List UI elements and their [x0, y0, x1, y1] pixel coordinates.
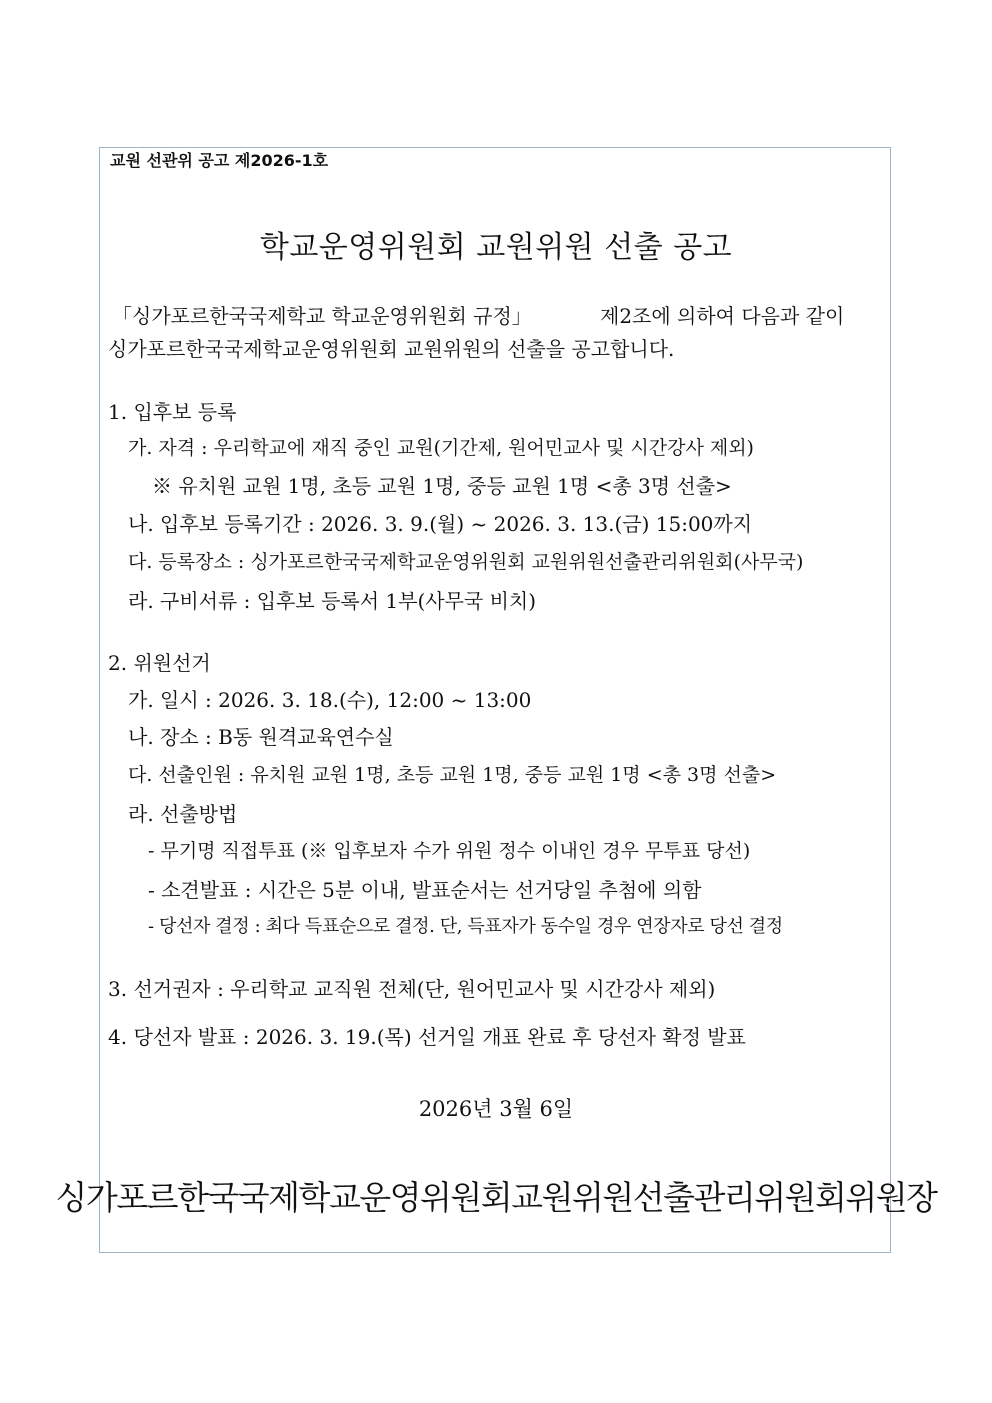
section-2-method-decision: - 당선자 결정 : 최다 득표순으로 결정. 단, 득표자가 동수일 경우 연장자로 당선 결정	[148, 916, 783, 937]
section-2-heading: 2. 위원선거	[108, 651, 211, 675]
section-3-voters: 3. 선거권자 : 우리학교 교직원 전체(단, 원어민교사 및 시간강사 제외)	[108, 977, 716, 1001]
section-1-documents: 라. 구비서류 : 입후보 등록서 1부(사무국 비치)	[128, 589, 537, 613]
section-2-number-elected: 다. 선출인원 : 유치원 교원 1명, 초등 교원 1명, 중등 교원 1명 <총 3명 선출>	[128, 764, 777, 786]
section-1-qualification: 가. 자격 : 우리학교에 재직 중인 교원(기간제, 원어민교사 및 시간강사 제외)	[128, 437, 754, 459]
announcement-date: 2026년 3월 6일	[418, 1097, 574, 1121]
document-title: 학교운영위원회 교원위원 선출 공고	[259, 230, 733, 265]
intro-line-1	[112, 300, 845, 329]
section-1-heading: 1. 입후보 등록	[108, 400, 237, 424]
intro-line-2: 싱가포르한국국제학교운영위원회 교원위원의 선출을 공고합니다.	[108, 337, 675, 361]
section-2-method-heading: 라. 선출방법	[128, 802, 238, 826]
notice-number: 교원 선관위 공고 제2026-1호	[110, 151, 329, 170]
section-4-announcement: 4. 당선자 발표 : 2026. 3. 19.(목) 선거일 개표 완료 후 당선자 확정 발표	[108, 1025, 746, 1049]
section-1-note: ※ 유치원 교원 1명, 초등 교원 1명, 중등 교원 1명 <총 3명 선출>	[152, 474, 732, 498]
section-2-place: 나. 장소 : B동 원격교육연수실	[128, 725, 394, 749]
issuer-signature: 싱가포르한국국제학교운영위원회교원위원선출관리위원회위원장	[55, 1178, 937, 1217]
section-2-datetime: 가. 일시 : 2026. 3. 18.(수), 12:00 ~ 13:00	[128, 688, 532, 712]
section-1-place: 다. 등록장소 : 싱가포르한국국제학교운영위원회 교원위원선출관리위원회(사무국)	[128, 551, 804, 573]
section-1-period: 나. 입후보 등록기간 : 2026. 3. 9.(월) ~ 2026. 3. 13.(금) 15:00까지	[128, 512, 753, 536]
section-2-method-vote: - 무기명 직접투표 (※ 입후보자 수가 위원 정수 이내인 경우 무투표 당선)	[148, 840, 751, 862]
intro-line-1-right: 제2조에 의하여 다음과 같이	[600, 304, 845, 328]
intro-regulation-reference: 「싱가포르한국국제학교 학교운영위원회 규정」	[112, 304, 532, 328]
section-2-method-speech: - 소견발표 : 시간은 5분 이내, 발표순서는 선거당일 추첨에 의함	[148, 878, 702, 902]
